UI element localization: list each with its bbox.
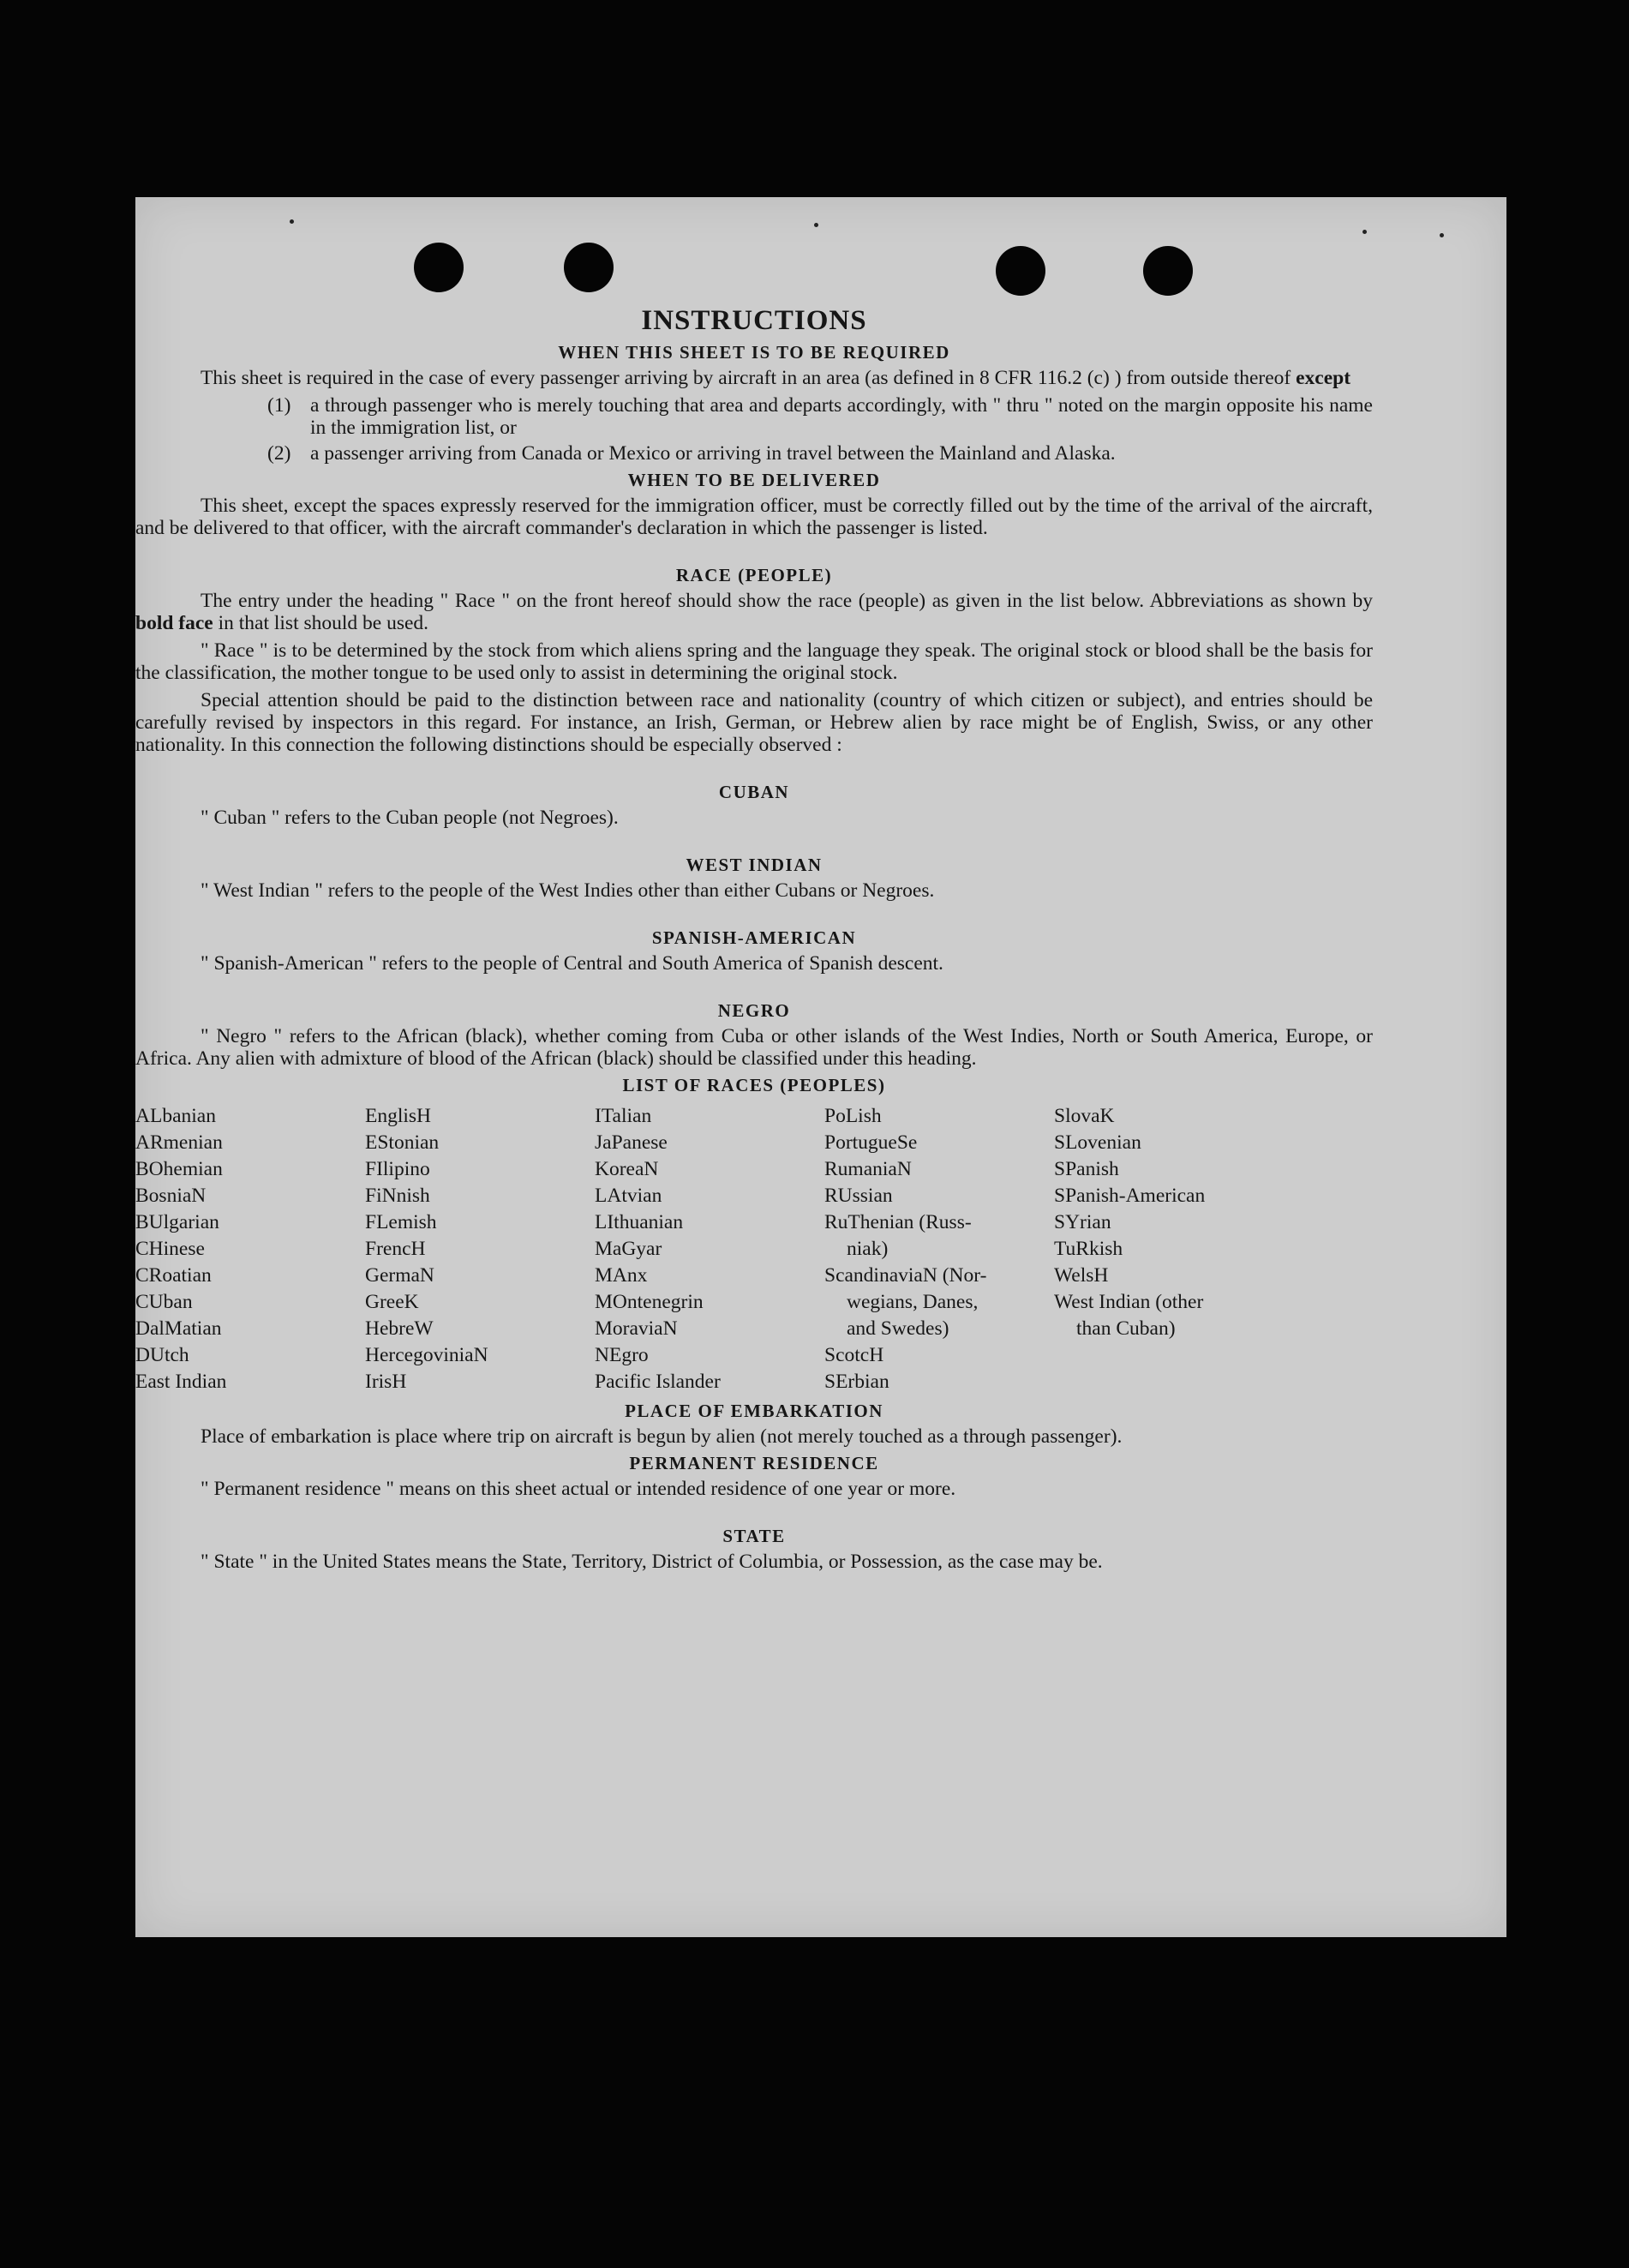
heading-negro: NEGRO [717,1000,791,1021]
race-entry: MAnx [595,1264,648,1287]
embarkation-text: Place of embarkation is place where trip on aircraft is begun by alien (not merely touched as a through passenger). [201,1425,1123,1448]
race-entry: SLovenian [1054,1131,1141,1154]
race-entry: IrisH [365,1371,407,1393]
race-entry: PoLish [824,1105,882,1127]
races-column [135,1103,365,1395]
race-entry: ScotcH [824,1344,884,1366]
race-entry: LAtvian [595,1185,662,1207]
race-entry: CHinese [135,1238,205,1260]
race-entry: ARmenian [135,1131,223,1154]
race-entry: CRoatian [135,1264,212,1287]
negro-text: " Negro " refers to the African (black), whether coming from Cuba or other islands of the West Indies, North or South America, Europe, or Africa. Any alien with admixture of blood of the African (black) should be classified under this heading. [135,1025,1373,1070]
cuban-text: " Cuban " refers to the Cuban people (not Negroes). [201,807,619,829]
race-entry: than Cuban) [1076,1317,1176,1340]
race-entry: and Swedes) [847,1317,949,1340]
heading-west-indian: WEST INDIAN [686,855,823,875]
races-column [595,1103,824,1395]
race-entry: DalMatian [135,1317,222,1340]
page-title: INSTRUCTIONS [641,305,867,336]
punch-hole [996,246,1045,296]
race-entry: TuRkish [1054,1238,1123,1260]
item-number: (2) [267,442,291,465]
races-list [135,1103,1373,1395]
race-entry: MOntenegrin [595,1291,704,1313]
race-entry: FiNnish [365,1185,430,1207]
race-entry: RuThenian (Russ- [824,1211,972,1233]
race-entry: HebreW [365,1317,434,1340]
race-entry: SPanish [1054,1158,1119,1180]
race-entry: NEgro [595,1344,649,1366]
race-entry: ALbanian [135,1105,216,1127]
item-text: a passenger arriving from Canada or Mexico or arriving in travel between the Mainland and Alaska. [310,442,1116,465]
list-item [135,442,1373,465]
race-entry: wegians, Danes, [847,1291,979,1313]
race-entry: SPanish-American [1054,1185,1206,1207]
spanish-american-text: " Spanish-American " refers to the people of Central and South America of Spanish descent. [201,952,943,975]
permanent-residence-text: " Permanent residence " means on this sheet actual or intended residence of one year or more. [201,1478,956,1500]
race-entry: KoreaN [595,1158,659,1180]
race-entry: West Indian (other [1054,1291,1204,1313]
race-entry: WelsH [1054,1264,1109,1287]
races-column [824,1103,1054,1395]
race-entry: ScandinaviaN (Nor- [824,1264,987,1287]
heading-required: WHEN THIS SHEET IS TO BE REQUIRED [558,342,950,363]
race-entry: GermaN [365,1264,434,1287]
race-entry: MoraviaN [595,1317,678,1340]
required-intro [135,367,1373,389]
paper-speck [1440,233,1444,237]
race-entry: EStonian [365,1131,440,1154]
race-entry: East Indian [135,1371,227,1393]
item-number: (1) [267,394,291,417]
race-entry: HercegoviniaN [365,1344,488,1366]
race-entry: DUtch [135,1344,189,1366]
race-p1-bold: bold face [135,612,213,634]
race-entry: FIlipino [365,1158,430,1180]
race-entry: RUssian [824,1185,893,1207]
heading-state: STATE [722,1526,786,1546]
race-entry: PortugueSe [824,1131,918,1154]
paper-speck [290,219,294,224]
race-entry: ITalian [595,1105,652,1127]
races-column [365,1103,595,1395]
heading-spanish-american: SPANISH-AMERICAN [651,927,857,948]
race-entry: BOhemian [135,1158,223,1180]
race-entry: SErbian [824,1371,889,1393]
heading-list-of-races: LIST OF RACES (PEOPLES) [622,1075,886,1095]
instructions-content [135,305,1373,1578]
race-entry: GreeK [365,1291,419,1313]
race-p1-text-end: in that list should be used. [213,612,429,634]
paper-speck [814,223,818,227]
race-entry: Pacific Islander [595,1371,721,1393]
race-entry: SYrian [1054,1211,1111,1233]
race-p1-text: The entry under the heading " Race " on the front hereof should show the race (people) as given in the list below. Abbreviations as shown by [201,590,1373,612]
heading-race: RACE (PEOPLE) [675,565,833,585]
race-entry: BUlgarian [135,1211,219,1233]
required-intro-bold: except [1296,367,1351,389]
required-intro-text: This sheet is required in the case of every passenger arriving by aircraft in an area (as defined in 8 CFR 116.2 (c) ) from outside thereof [201,367,1297,389]
paper-speck [1362,230,1367,234]
item-text: a through passenger who is merely touching that area and departs accordingly, with " thru " noted on the margin opposite his name in the immigration list, or [310,394,1373,439]
race-entry: FrencH [365,1238,426,1260]
punch-hole [564,243,614,292]
race-entry: niak) [847,1238,889,1260]
races-column [1054,1103,1284,1395]
race-entry: MaGyar [595,1238,662,1260]
race-entry: LIthuanian [595,1211,684,1233]
heading-delivered: WHEN TO BE DELIVERED [627,470,881,490]
delivered-text: This sheet, except the spaces expressly reserved for the immigration officer, must be correctly filled out by the time of the arrival of the aircraft, and be delivered to that officer, with the aircraft commander's declaration in which the passenger is listed. [135,495,1373,539]
punch-hole [1143,246,1193,296]
race-entry: SlovaK [1054,1105,1115,1127]
race-entry: FLemish [365,1211,437,1233]
punch-hole [414,243,464,292]
heading-embarkation: PLACE OF EMBARKATION [625,1401,883,1421]
race-paragraph-3: Special attention should be paid to the distinction between race and nationality (country of which citizen or subject), and entries should be carefully revised by inspectors in this regard. For instance, an Irish, German, or Hebrew alien by race might be of English, Swiss, or any other nationality. In this connection the following distinctions should be especially observed : [135,689,1373,756]
heading-permanent-residence: PERMANENT RESIDENCE [629,1453,879,1473]
race-entry: CUban [135,1291,193,1313]
west-indian-text: " West Indian " refers to the people of the West Indies other than either Cubans or Negroes. [201,879,935,902]
list-item [135,394,1373,439]
state-text: " State " in the United States means the State, Territory, District of Columbia, or Possession, as the case may be. [201,1551,1103,1573]
race-entry: BosniaN [135,1185,207,1207]
race-entry: JaPanese [595,1131,668,1154]
race-entry: EnglisH [365,1105,432,1127]
race-entry: RumaniaN [824,1158,912,1180]
race-paragraph-1 [135,590,1373,634]
race-paragraph-2: " Race " is to be determined by the stock from which aliens spring and the language they speak. The original stock or blood shall be the basis for the classification, the mother tongue to be used only to assist in determining the original stock. [135,639,1373,684]
heading-cuban: CUBAN [718,782,790,802]
